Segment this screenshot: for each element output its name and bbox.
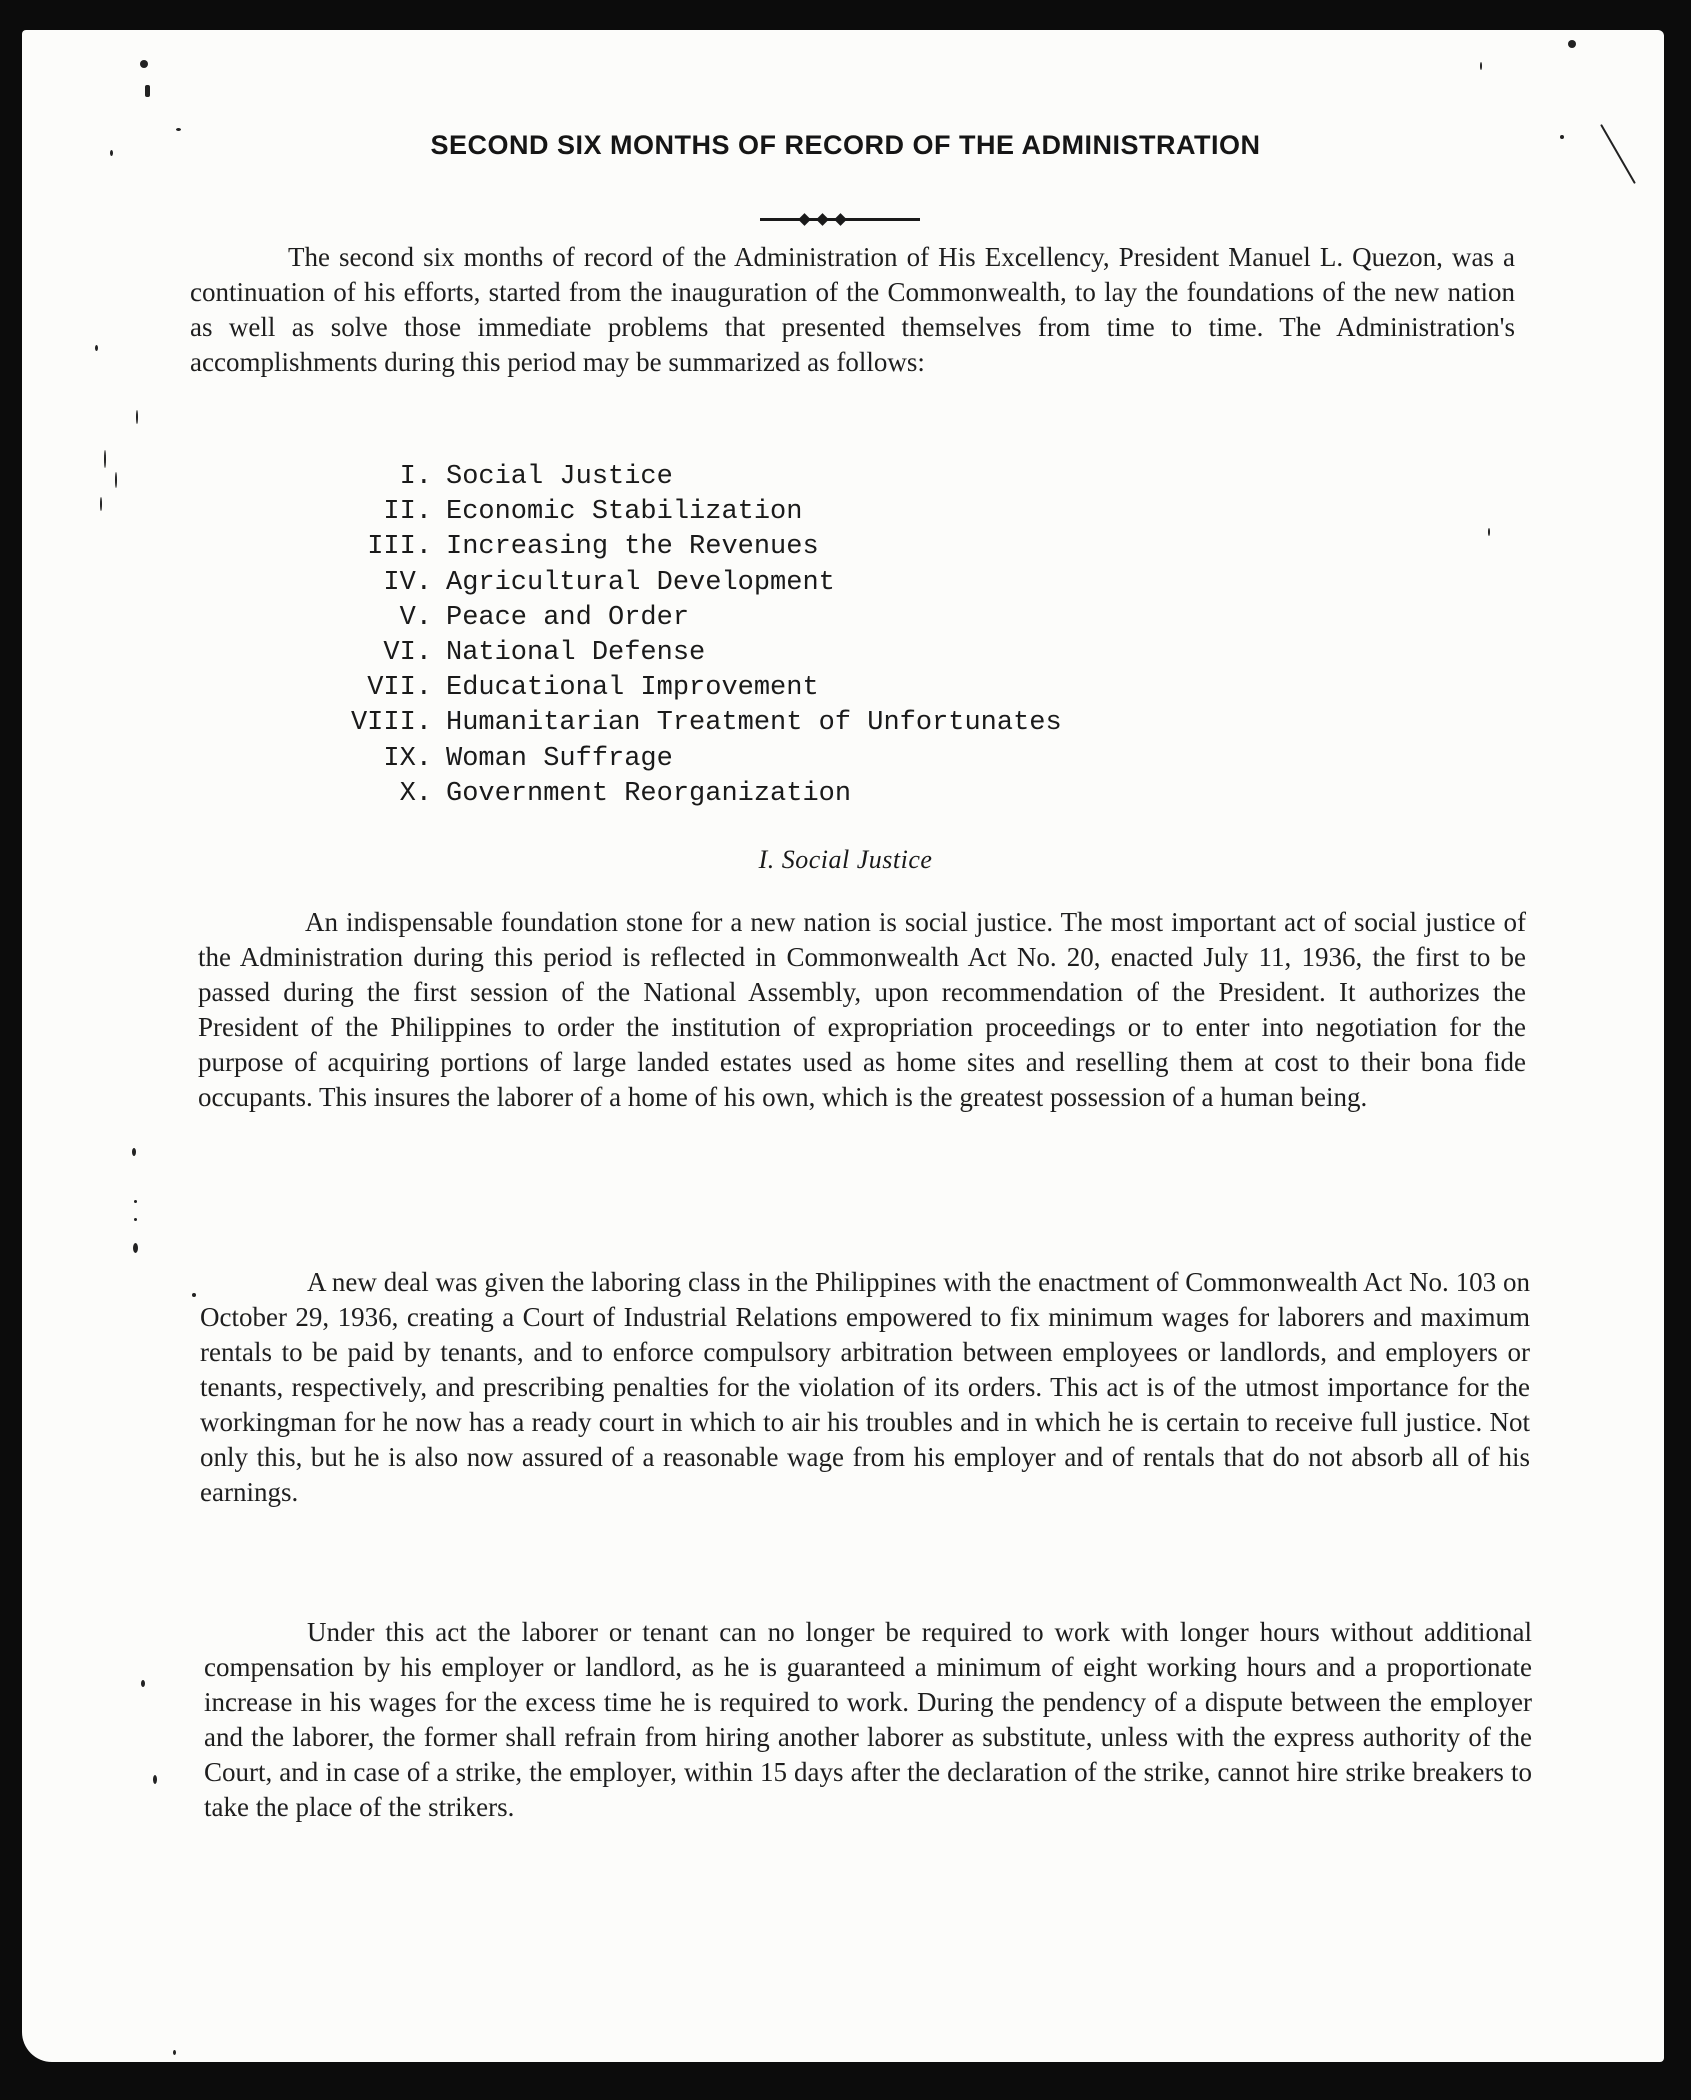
list-item — [330, 495, 1062, 530]
topic-numeral: VII. — [367, 673, 432, 704]
topic-label: Government Reorganization — [446, 778, 852, 809]
topics-list — [330, 460, 1062, 812]
body-paragraph: An indispensable foundation stone for a new nation is social justice. The most important act of social justice of the Administration during this period is reflected in Commonwealth Act No. 20, enacted July 11, 1936, the first to be passed during the first session of the National Assembly, upon recommendation of the President. It authorizes the President of the Philippines to order the institution of expropriation proceedings or to enter into negotiation for the purpose of acquiring portions of large landed estates used as home sites and reselling them at cost to their bona fide occupants. This insures the laborer of a home of his own, which is the greatest possession of a human being. — [198, 907, 1526, 1112]
topic-label: Woman Suffrage — [446, 743, 673, 774]
topic-numeral: V. — [399, 602, 432, 633]
section-heading: I. Social Justice — [758, 845, 933, 874]
intro-paragraph: The second six months of record of the Administration of His Excellency, President Manuel L. Quezon, was a continuation of his efforts, started from the inauguration of the Commonwealth, to lay the foundations of the new nation as well as solve those immediate problems that presented themselves from time to time. The Administration's accomplishments during this period may be summarized as follows: — [190, 242, 1515, 377]
topic-label: Agricultural Development — [446, 567, 835, 598]
topic-numeral: X. — [399, 778, 432, 809]
topic-numeral: III. — [367, 532, 432, 563]
scan-border-bottom — [0, 2062, 1691, 2100]
topic-label: Educational Improvement — [446, 673, 819, 704]
topic-numeral: VI. — [383, 638, 432, 669]
list-item — [330, 530, 1062, 565]
body-paragraph: A new deal was given the laboring class in the Philippines with the enactment of Commonwealth Act No. 103 on October 29, 1936, creating a Court of Industrial Relations empowered to fix minimum wages for laborers and maximum rentals to be paid by tenants, and to enforce compulsory arbitration between employees or landlords, and employers or tenants, respectively, and prescribing penalties for the violation of its orders. This act is of the utmost importance for the workingman for he now has a ready court in which to air his troubles and in which he is certain to receive full justice. Not only this, but he is also now assured of a reasonable wage from his employer and of rentals that do not absorb all of his earnings. — [200, 1267, 1530, 1507]
topic-numeral: I. — [399, 462, 432, 492]
topic-numeral: II. — [383, 497, 432, 528]
list-item — [330, 777, 1062, 812]
list-item — [330, 460, 1062, 495]
topic-label: National Defense — [446, 638, 706, 669]
list-item — [330, 706, 1062, 741]
document-title: SECOND SIX MONTHS OF RECORD OF THE ADMINISTRATION — [430, 130, 1261, 160]
topic-label: Increasing the Revenues — [446, 532, 819, 563]
topic-numeral: IV. — [383, 567, 432, 598]
topic-label: Peace and Order — [446, 602, 690, 633]
list-item — [330, 566, 1062, 601]
list-item — [330, 636, 1062, 671]
topic-numeral: IX. — [383, 743, 432, 774]
title-divider — [760, 218, 920, 221]
topic-label: Economic Stabilization — [446, 497, 803, 528]
list-item — [330, 742, 1062, 777]
body-paragraph: Under this act the laborer or tenant can no longer be required to work with longer hours without additional compensation by his employer or landlord, as he is guaranteed a minimum of eight working hours and a proportionate increase in his wages for the excess time he is required to work. During the pendency of a dispute between the employer and the laborer, the former shall refrain from hiring another laborer as substitute, unless with the express authority of the Court, and in case of a strike, the employer, within 15 days after the declaration of the strike, cannot hire strike breakers to take the place of the strikers. — [204, 1617, 1532, 1822]
topic-label: Social Justice — [446, 462, 673, 492]
topic-label: Humanitarian Treatment of Unfortunates — [446, 708, 1062, 739]
scan-border-top — [0, 0, 1691, 28]
list-item — [330, 671, 1062, 706]
scan-border-right — [1665, 0, 1691, 2100]
topic-numeral: VIII. — [350, 708, 432, 739]
list-item — [330, 601, 1062, 636]
